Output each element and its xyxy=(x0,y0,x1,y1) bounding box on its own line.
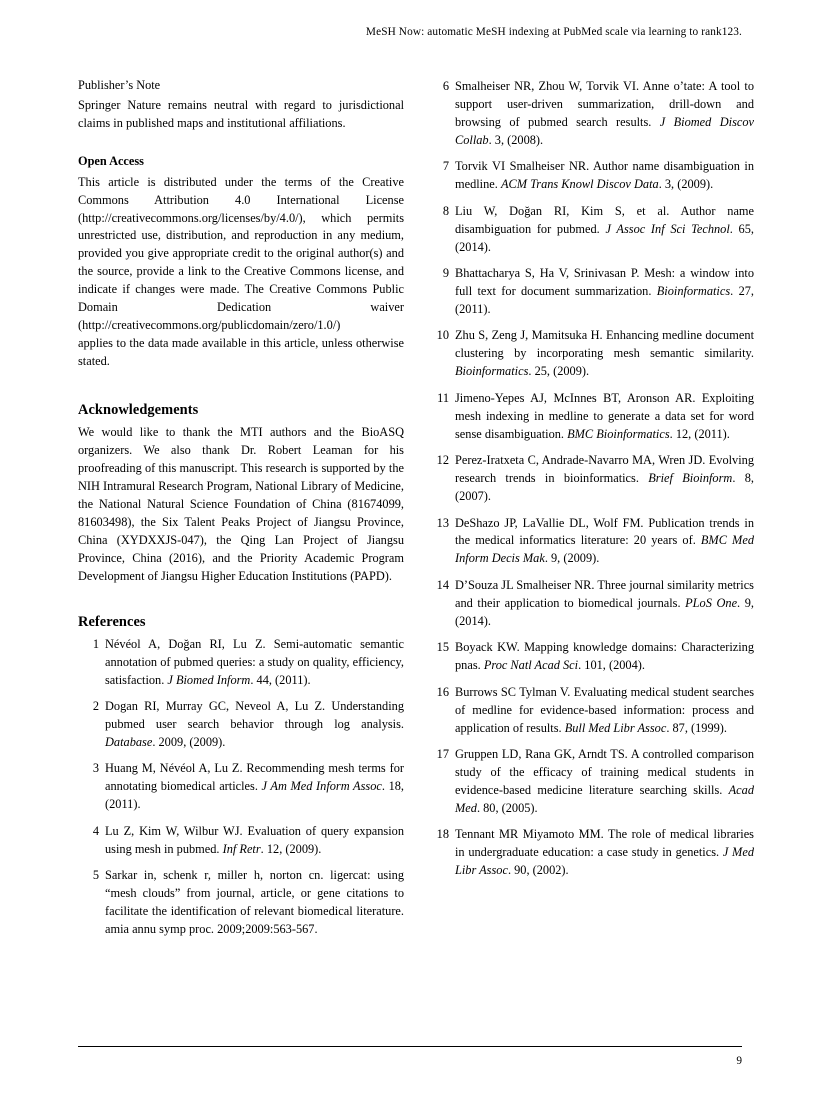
reference-text: Liu W, Doğan RI, Kim S, et al. Author name disambiguation for pubmed. J Assoc Inf Sci Technol. 65, (2014). xyxy=(455,203,754,254)
reference-text: Sarkar in, schenk r, miller h, norton cn. ligercat: using “mesh clouds” from journal, article, or gene citations to facilitate the identification of relevant biomedical literature. amia annu symp proc. 2009;2009:563-567. xyxy=(105,868,404,937)
reference-text: Burrows SC Tylman V. Evaluating medical student searches of medline for evidence-based information: process and application of results. Bull Med Libr Assoc. 87, (1999). xyxy=(455,684,754,735)
reference-item xyxy=(428,826,754,880)
reference-number: 17 xyxy=(436,747,449,761)
reference-text: DeShazo JP, LaVallie DL, Wolf FM. Publication trends in the medical informatics literature: 20 years of. BMC Med Inform Decis Mak. 9, (2009). xyxy=(455,515,754,566)
reference-number: 1 xyxy=(92,636,99,651)
reference-item xyxy=(428,327,754,381)
reference-text: Torvik VI Smalheiser NR. Author name disambiguation in medline. ACM Trans Knowl Discov Data. 3, (2009). xyxy=(455,159,754,192)
running-head: MeSH Now: automatic MeSH indexing at PubMed scale via learning to rank123. xyxy=(365,26,742,38)
publishers-note-heading: Publisher’s Note xyxy=(78,78,161,92)
journal-title: ACM Trans Knowl Discov Data xyxy=(500,177,659,192)
reference-text: Jimeno-Yepes AJ, McInnes BT, Aronson AR. Exploiting mesh indexing in medline to generate a data set for word sense disambiguation. BMC Bioinformatics. 12, (2011). xyxy=(455,390,754,441)
journal-title: Brief Bioinform xyxy=(648,471,733,486)
reference-text: Smalheiser NR, Zhou W, Torvik VI. Anne o’tate: A tool to support user-driven summarization, drill-down and browsing of pubmed search results. J Biomed Discov Collab. 3, (2008). xyxy=(455,79,754,147)
open-access-heading: Open Access xyxy=(78,154,144,169)
reference-number: 10 xyxy=(436,328,449,343)
right-column xyxy=(428,78,754,1018)
reference-text: Boyack KW. Mapping knowledge domains: Characterizing pnas. Proc Natl Acad Sci. 101, (2004). xyxy=(455,640,754,673)
reference-text: Lu Z, Kim W, Wilbur WJ. Evaluation of query expansion using mesh in pubmed. Inf Retr. 12, (2009). xyxy=(105,823,404,856)
open-access-body-first: This article is distributed under the terms of the Creative Commons Attribution 4.0 International License (http://creativecommons.org/licenses/by/4.0/), which permits unrestricted use, distribution, and reproduction in any medium, provided you give appropriate credit to the original author(s) and the source, provide a link to the Creative Commons license, and indicate if changes were made. The Creative Commons Public Domain Dedication waiver (http://creativecommons.org/publicdomain/zero/1.0/) xyxy=(78,174,404,333)
footer-rule xyxy=(78,1046,742,1047)
reference-text: Zhu S, Zeng J, Mamitsuka H. Enhancing medline document clustering by incorporating mesh semantic similarity. Bioinformatics. 25, (2009). xyxy=(455,328,754,379)
reference-number: 8 xyxy=(442,203,449,218)
reference-text: Perez-Iratxeta C, Andrade-Navarro MA, Wren JD. Evolving research trends in bioinformatics. Brief Bioinform. 8, (2007). xyxy=(455,453,754,504)
reference-text: Gruppen LD, Rana GK, Arndt TS. A controlled comparison study of the efficacy of training medical students in evidence-based medicine literature searching skills. Acad Med. 80, (2005). xyxy=(455,747,754,815)
spacer xyxy=(78,371,404,401)
reference-text: Névéol A, Doğan RI, Lu Z. Semi-automatic semantic annotation of pubmed queries: a study on quality, efficiency, satisfaction. J Biomed Inform. 44, (2011). xyxy=(105,636,404,687)
reference-item xyxy=(78,698,404,752)
reference-number: 14 xyxy=(436,577,449,592)
reference-item xyxy=(428,452,754,506)
reference-list-left xyxy=(78,636,404,939)
reference-item xyxy=(78,636,404,690)
reference-number: 2 xyxy=(92,699,99,714)
reference-text: Tennant MR Miyamoto MM. The role of medical libraries in undergraduate education: a case study in genetics. J Med Libr Assoc. 90, (2002). xyxy=(455,827,754,878)
reference-number: 18 xyxy=(436,827,449,842)
reference-item xyxy=(78,867,404,939)
reference-item xyxy=(428,639,754,675)
journal-title: PLoS One xyxy=(685,595,738,610)
reference-item xyxy=(428,390,754,444)
page-number: 9 xyxy=(736,1055,742,1067)
journal-title: Bioinformatics xyxy=(656,284,731,299)
reference-number: 3 xyxy=(92,761,99,776)
reference-list-right xyxy=(428,78,754,880)
publishers-note-body: Springer Nature remains neutral with regard to jurisdictional claims in published maps and institutional affiliations. xyxy=(78,98,404,131)
reference-text: D’Souza JL Smalheiser NR. Three journal similarity metrics and their application to biomedical journals. PLoS One. 9, (2014). xyxy=(455,577,754,628)
reference-item xyxy=(428,684,754,738)
spacer xyxy=(78,586,404,613)
reference-number: 15 xyxy=(436,640,449,655)
reference-item xyxy=(78,823,404,859)
reference-number: 6 xyxy=(442,79,449,93)
spacer xyxy=(78,133,404,154)
reference-number: 5 xyxy=(92,868,99,883)
reference-item xyxy=(428,158,754,194)
reference-number: 13 xyxy=(436,515,449,530)
journal-title: Database xyxy=(105,734,153,749)
journal-title: J Biomed Discov Collab xyxy=(455,114,754,147)
open-access-body-second: applies to the data made available in this article, unless otherwise stated. xyxy=(78,336,404,369)
reference-item xyxy=(428,515,754,569)
journal-title: Inf Retr xyxy=(222,841,261,856)
reference-text: Bhattacharya S, Ha V, Srinivasan P. Mesh: a window into full text for document summarization. Bioinformatics. 27, (2011). xyxy=(455,266,754,316)
reference-item xyxy=(78,760,404,814)
reference-item xyxy=(428,746,754,818)
reference-text: Huang M, Névéol A, Lu Z. Recommending mesh terms for annotating biomedical articles. J Am Med Inform Assoc. 18, (2011). xyxy=(105,761,404,812)
journal-title: J Med Libr Assoc xyxy=(455,845,754,878)
journal-title: Acad Med xyxy=(455,782,754,815)
journal-title: J Am Med Inform Assoc xyxy=(261,779,382,794)
reference-item xyxy=(428,265,754,319)
reference-item xyxy=(428,203,754,257)
journal-title: BMC Med Inform Decis Mak xyxy=(455,533,754,566)
journal-title: Bioinformatics xyxy=(455,364,529,379)
reference-number: 7 xyxy=(442,159,449,174)
reference-number: 9 xyxy=(442,266,449,281)
acknowledgements-heading: Acknowledgements xyxy=(78,402,199,419)
left-column xyxy=(78,78,404,1018)
references-heading: References xyxy=(78,613,146,630)
acknowledgements-body: We would like to thank the MTI authors and the BioASQ organizers. We also thank Dr. Robert Leaman for his proofreading of this manuscript. This research is supported by the NIH Intramural Research Program, National Library of Medicine, the National Natural Science Foundation of China (81674099, 81603498), the Six Talent Peaks Project of Jiangsu Province, China (XYDXXJS-047), the Qing Lan Project of Jiangsu Province, China (2016), and the Priority Academic Program Development of Jiangsu Higher Education Institutions (PAPD). xyxy=(78,425,404,583)
journal-title: J Assoc Inf Sci Technol xyxy=(605,221,730,236)
reference-number: 11 xyxy=(437,390,449,405)
reference-number: 12 xyxy=(436,453,449,468)
journal-title: Proc Natl Acad Sci xyxy=(483,658,579,673)
two-column-body xyxy=(78,78,754,1018)
reference-text: Dogan RI, Murray GC, Neveol A, Lu Z. Understanding pubmed user search behavior through log analysis. Database. 2009, (2009). xyxy=(105,699,404,749)
reference-number: 16 xyxy=(436,684,449,699)
reference-item xyxy=(428,78,754,150)
journal-title: J Biomed Inform xyxy=(167,672,251,687)
journal-title: BMC Bioinformatics xyxy=(567,426,670,441)
reference-item xyxy=(428,577,754,631)
reference-number: 4 xyxy=(92,823,99,838)
journal-title: Bull Med Libr Assoc xyxy=(564,720,667,735)
